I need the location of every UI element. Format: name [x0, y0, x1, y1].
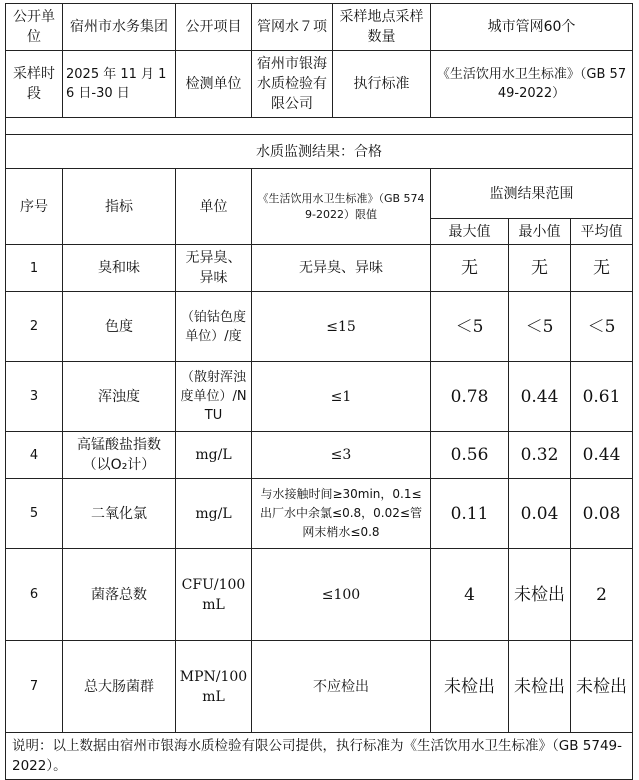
row-avg: 0.61 — [571, 362, 633, 432]
label-testing-unit: 检测单位 — [176, 51, 252, 118]
col-indicator: 指标 — [63, 169, 176, 245]
row-max: 0.56 — [431, 432, 509, 479]
row-indicator: 臭和味 — [63, 245, 176, 292]
row-avg: ＜5 — [571, 292, 633, 362]
row-avg: 无 — [571, 245, 633, 292]
value-sampling-site: 城市管网60个 — [431, 4, 633, 51]
row-unit: mg/L — [176, 479, 252, 549]
row-avg: 未检出 — [571, 641, 633, 733]
row-limit: ≤3 — [252, 432, 431, 479]
row-indicator: 高锰酸盐指数（以O₂计） — [63, 432, 176, 479]
note-row — [6, 733, 633, 780]
row-no: 7 — [6, 641, 63, 733]
table-row — [6, 549, 633, 641]
header-row-1 — [6, 4, 633, 51]
table-row — [6, 432, 633, 479]
row-avg: 0.44 — [571, 432, 633, 479]
label-sampling-period: 采样时段 — [6, 51, 63, 118]
row-indicator: 色度 — [63, 292, 176, 362]
col-range: 监测结果范围 — [431, 169, 633, 219]
value-publisher: 宿州市水务集团 — [63, 4, 176, 51]
col-unit: 单位 — [176, 169, 252, 245]
value-sampling-period: 2025 年 11 月 16 日-30 日 — [63, 51, 176, 118]
row-min: 未检出 — [509, 641, 571, 733]
table-row — [6, 641, 633, 733]
row-indicator: 二氧化氯 — [63, 479, 176, 549]
row-min: 0.04 — [509, 479, 571, 549]
label-project: 公开项目 — [176, 4, 252, 51]
row-limit: ≤1 — [252, 362, 431, 432]
row-no: 3 — [6, 362, 63, 432]
row-max: 无 — [431, 245, 509, 292]
row-no: 4 — [6, 432, 63, 479]
row-indicator: 菌落总数 — [63, 549, 176, 641]
col-max: 最大值 — [431, 219, 509, 245]
label-sampling-site: 采样地点采样数量 — [333, 4, 431, 51]
result-row — [6, 135, 633, 169]
table-row — [6, 245, 633, 292]
row-indicator: 总大肠菌群 — [63, 641, 176, 733]
row-max: ＜5 — [431, 292, 509, 362]
row-avg: 0.08 — [571, 479, 633, 549]
col-min: 最小值 — [509, 219, 571, 245]
row-no: 6 — [6, 549, 63, 641]
row-limit: ≤15 — [252, 292, 431, 362]
row-max: 0.11 — [431, 479, 509, 549]
col-limit: 《生活饮用水卫生标准》（GB 5749-2022）限值 — [252, 169, 431, 245]
row-unit: 无异臭、异味 — [176, 245, 252, 292]
row-unit: MPN/100mL — [176, 641, 252, 733]
label-standard: 执行标准 — [333, 51, 431, 118]
value-standard: 《生活饮用水卫生标准》（GB 5749-2022） — [431, 51, 633, 118]
row-no: 5 — [6, 479, 63, 549]
label-publisher: 公开单位 — [6, 4, 63, 51]
column-header-row-1 — [6, 169, 633, 219]
row-min: 0.32 — [509, 432, 571, 479]
spacer-cell — [6, 118, 633, 135]
row-unit: mg/L — [176, 432, 252, 479]
row-limit: 不应检出 — [252, 641, 431, 733]
row-unit: （铂钴色度单位）/度 — [176, 292, 252, 362]
row-min: 无 — [509, 245, 571, 292]
table-row — [6, 292, 633, 362]
row-min: ＜5 — [509, 292, 571, 362]
row-unit: （散射浑浊度单位）/NTU — [176, 362, 252, 432]
row-max: 4 — [431, 549, 509, 641]
row-max: 0.78 — [431, 362, 509, 432]
col-avg: 平均值 — [571, 219, 633, 245]
row-no: 1 — [6, 245, 63, 292]
row-limit: 无异臭、异味 — [252, 245, 431, 292]
value-testing-unit: 宿州市银海水质检验有限公司 — [252, 51, 333, 118]
result-line: 水质监测结果：合格 — [6, 135, 633, 169]
header-row-2 — [6, 51, 633, 118]
row-indicator: 浑浊度 — [63, 362, 176, 432]
col-no: 序号 — [6, 169, 63, 245]
water-quality-table — [5, 3, 633, 780]
row-limit: ≤100 — [252, 549, 431, 641]
footnote: 说明：以上数据由宿州市银海水质检验有限公司提供，执行标准为《生活饮用水卫生标准》（GB 5749-2022）。 — [6, 733, 633, 780]
row-avg: 2 — [571, 549, 633, 641]
spacer-row — [6, 118, 633, 135]
table-row — [6, 362, 633, 432]
table-row — [6, 479, 633, 549]
row-limit: 与水接触时间≥30min，0.1≤出厂水中余氯≤0.8，0.02≤管网末梢水≤0.8 — [252, 479, 431, 549]
row-unit: CFU/100mL — [176, 549, 252, 641]
row-min: 0.44 — [509, 362, 571, 432]
row-no: 2 — [6, 292, 63, 362]
row-max: 未检出 — [431, 641, 509, 733]
row-min: 未检出 — [509, 549, 571, 641]
value-project: 管网水７项 — [252, 4, 333, 51]
